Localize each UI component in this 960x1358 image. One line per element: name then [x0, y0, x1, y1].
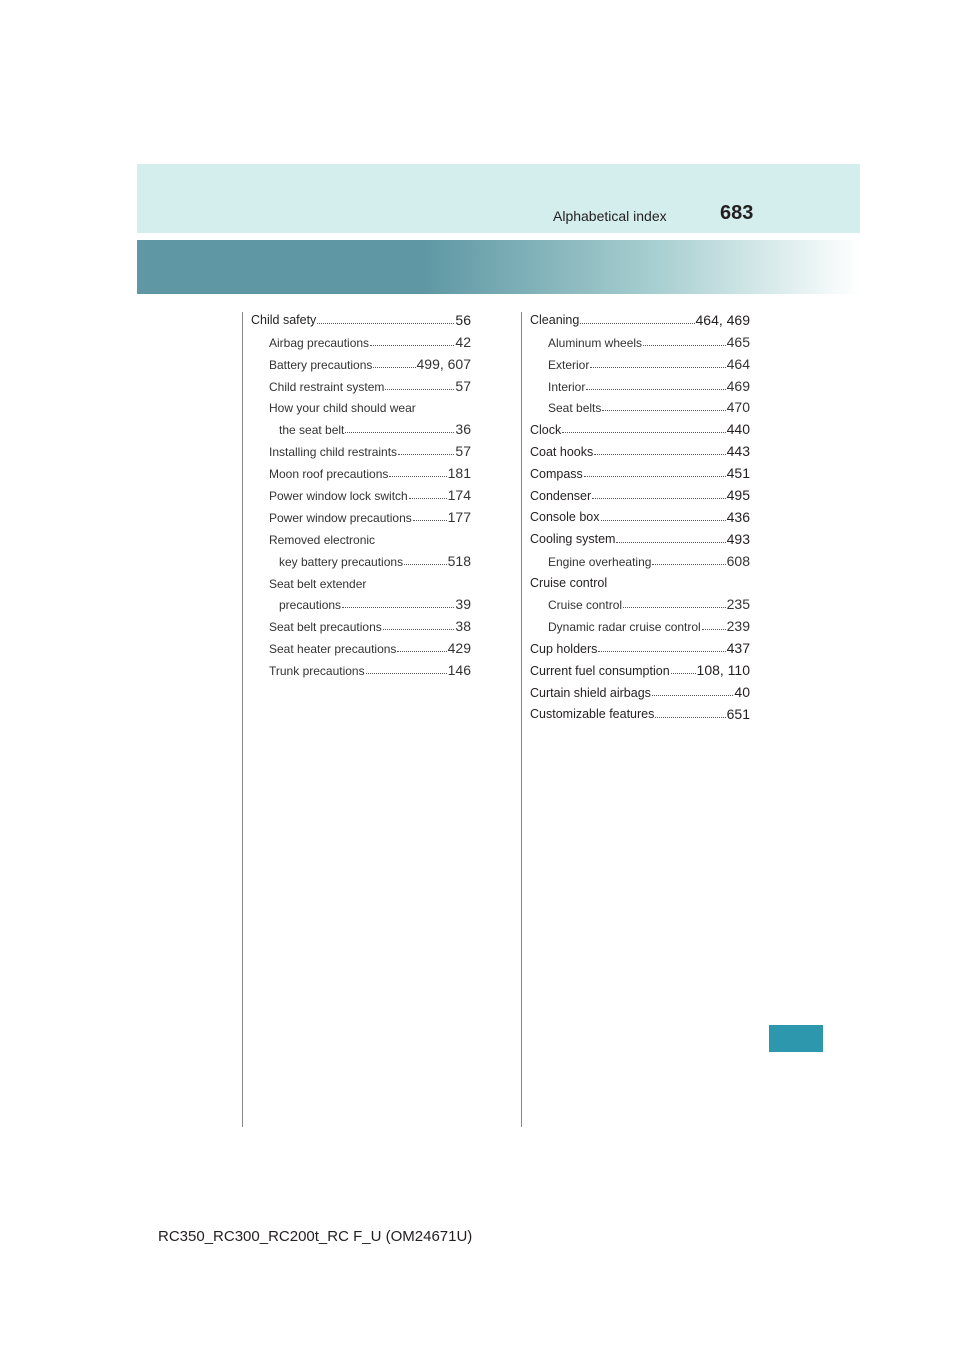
index-entry — [530, 568, 750, 590]
index-entry — [530, 655, 750, 677]
index-entry — [530, 371, 750, 393]
index-entry-term: Child restraint system — [269, 379, 385, 394]
dot-leader — [373, 366, 415, 368]
index-entry — [530, 677, 750, 699]
index-entry-term: Aluminum wheels — [548, 335, 643, 350]
index-entry — [530, 611, 750, 633]
index-entry — [251, 480, 471, 502]
index-entry-term: Power window precautions — [269, 510, 412, 525]
index-entry-page[interactable]: 451 — [726, 465, 750, 482]
index-entry-page[interactable]: 42 — [455, 333, 471, 350]
index-entry-term: Cruise control — [548, 598, 623, 613]
dot-leader — [584, 475, 726, 477]
index-entry-term: Seat belt precautions — [269, 620, 382, 635]
index-entry-page[interactable]: 174 — [447, 487, 471, 504]
index-entry-page[interactable]: 470 — [726, 399, 750, 416]
dot-leader — [652, 563, 725, 565]
index-entry-page[interactable]: 493 — [726, 530, 750, 547]
index-entry-page[interactable]: 469 — [726, 377, 750, 394]
dot-leader — [404, 563, 447, 565]
index-entry-page[interactable]: 36 — [455, 421, 471, 438]
index-entry — [251, 414, 471, 436]
index-entry-term: Child safety — [251, 313, 317, 328]
index-entry — [530, 458, 750, 480]
index-entry — [530, 546, 750, 568]
index-entry — [530, 393, 750, 415]
index-entry — [530, 305, 750, 327]
index-entry-page[interactable]: 239 — [726, 618, 750, 635]
index-entry-page[interactable]: 57 — [455, 377, 471, 394]
index-entry-term: Battery precautions — [269, 357, 373, 372]
index-entry — [251, 436, 471, 458]
index-entry-term: Removed electronic — [269, 532, 376, 547]
dot-leader — [590, 366, 725, 368]
dot-leader — [385, 388, 454, 390]
index-entry-page[interactable]: 56 — [455, 311, 471, 328]
index-column-right — [530, 305, 750, 721]
index-entry-term: Current fuel consumption — [530, 663, 670, 678]
index-entry-page[interactable]: 429 — [447, 640, 471, 657]
index-entry-term: Seat belts — [548, 401, 602, 416]
dot-leader — [317, 322, 454, 324]
dot-leader — [586, 388, 725, 390]
index-entry-term: key battery precautions — [279, 554, 404, 569]
index-entry — [251, 502, 471, 524]
index-entry — [251, 371, 471, 393]
index-entry-term: Cleaning — [530, 313, 580, 328]
dot-leader — [366, 672, 447, 674]
index-entry-page[interactable]: 440 — [726, 421, 750, 438]
dot-leader — [562, 431, 725, 433]
index-entry-page[interactable]: 436 — [726, 508, 750, 525]
index-entry — [251, 393, 471, 415]
index-entry-term: Interior — [548, 379, 586, 394]
index-entry — [251, 327, 471, 349]
index-entry-term: Coat hooks — [530, 444, 594, 459]
index-entry-page[interactable]: 40 — [734, 684, 750, 701]
index-entry-page[interactable]: 464, 469 — [695, 311, 750, 328]
index-entry-term: Moon roof precautions — [269, 467, 389, 482]
index-entry-term: Condenser — [530, 488, 592, 503]
index-entry-term: Installing child restraints — [269, 445, 398, 460]
dot-leader — [580, 322, 694, 324]
index-entry — [530, 327, 750, 349]
index-entry-page[interactable]: 651 — [726, 705, 750, 722]
dot-leader — [623, 606, 726, 608]
dot-leader — [397, 650, 446, 652]
index-entry — [530, 633, 750, 655]
dot-leader — [383, 628, 455, 630]
dot-leader — [409, 497, 447, 499]
gradient-band — [137, 240, 860, 294]
dot-leader — [594, 453, 725, 455]
index-entry-page[interactable]: 38 — [455, 618, 471, 635]
header-rule — [137, 233, 860, 240]
dot-leader — [601, 519, 726, 521]
right-column-rule — [521, 312, 522, 1127]
footer-model-code: RC350_RC300_RC200t_RC F_U (OM24671U) — [158, 1228, 473, 1245]
dot-leader — [616, 541, 725, 543]
index-entry — [251, 633, 471, 655]
index-entry-page[interactable]: 495 — [726, 487, 750, 504]
index-entry-page[interactable]: 57 — [455, 443, 471, 460]
index-entry — [251, 458, 471, 480]
dot-leader — [345, 431, 454, 433]
index-entry — [251, 568, 471, 590]
index-entry-term: Compass — [530, 466, 583, 481]
index-entry — [530, 480, 750, 502]
index-entry-term: Curtain shield airbags — [530, 685, 651, 700]
index-entry-term: Cruise control — [530, 576, 608, 591]
left-column-rule — [242, 312, 243, 1127]
index-entry-page[interactable]: 177 — [447, 508, 471, 525]
index-entry-page[interactable]: 443 — [726, 443, 750, 460]
index-entry-term: Dynamic radar cruise control — [548, 620, 701, 635]
index-entry-term: Seat heater precautions — [269, 642, 397, 657]
index-entry — [251, 349, 471, 371]
index-entry — [251, 305, 471, 327]
dot-leader — [370, 344, 454, 346]
index-entry-term: Seat belt extender — [269, 576, 367, 591]
index-entry-page[interactable]: 39 — [455, 596, 471, 613]
index-entry-term: the seat belt — [279, 423, 345, 438]
index-entry-term: Exterior — [548, 357, 590, 372]
index-entry — [530, 414, 750, 436]
index-column-left — [251, 305, 471, 677]
index-entry-term: Console box — [530, 510, 600, 525]
dot-leader — [702, 628, 726, 630]
index-entry-term: Engine overheating — [548, 554, 652, 569]
index-entry-term: Cup holders — [530, 641, 598, 656]
index-entry-page[interactable]: 146 — [447, 662, 471, 679]
dot-leader — [592, 497, 725, 499]
dot-leader — [598, 650, 725, 652]
index-entry — [530, 590, 750, 612]
section-tab — [769, 1025, 823, 1052]
index-entry — [251, 524, 471, 546]
index-entry — [530, 524, 750, 546]
index-entry-term: Airbag precautions — [269, 335, 370, 350]
dot-leader — [398, 453, 454, 455]
dot-leader — [643, 344, 726, 346]
page-number: 683 — [720, 202, 754, 224]
index-entry — [251, 655, 471, 677]
dot-leader — [389, 475, 446, 477]
index-entry — [530, 436, 750, 458]
index-entry — [251, 546, 471, 568]
index-entry-page[interactable]: 465 — [726, 333, 750, 350]
index-entry — [251, 611, 471, 633]
index-entry-term: precautions — [279, 598, 342, 613]
index-entry-page[interactable]: 437 — [726, 640, 750, 657]
index-entry-page[interactable]: 181 — [447, 465, 471, 482]
index-entry-page[interactable]: 499, 607 — [416, 355, 471, 372]
index-entry-term: How your child should wear — [269, 401, 416, 416]
index-entry-term: Clock — [530, 422, 562, 437]
index-entry-term: Trunk precautions — [269, 664, 365, 679]
index-entry-page[interactable]: 518 — [447, 552, 471, 569]
section-title: Alphabetical index — [553, 208, 667, 224]
index-entry-page[interactable]: 608 — [726, 552, 750, 569]
index-entry-page[interactable]: 235 — [726, 596, 750, 613]
index-entry-term: Power window lock switch — [269, 489, 408, 504]
index-entry-term: Customizable features — [530, 707, 655, 722]
index-entry-page[interactable]: 108, 110 — [696, 662, 750, 679]
dot-leader — [671, 672, 696, 674]
index-entry — [251, 590, 471, 612]
index-entry — [530, 699, 750, 721]
dot-leader — [342, 606, 454, 608]
index-entry-page[interactable]: 464 — [726, 355, 750, 372]
index-entry-term: Cooling system — [530, 532, 616, 547]
index-entry — [530, 349, 750, 371]
dot-leader — [413, 519, 447, 521]
dot-leader — [652, 694, 734, 696]
dot-leader — [655, 716, 725, 718]
index-entry — [530, 502, 750, 524]
dot-leader — [602, 409, 725, 411]
